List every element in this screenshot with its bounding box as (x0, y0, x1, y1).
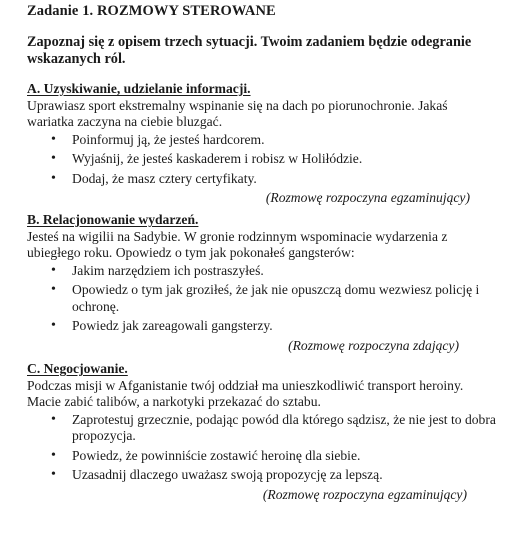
task-text: Zaprotestuj grzecznie, podając powód dla którego sądzisz, że nie jest to dobra propozycja. (72, 411, 496, 443)
section-heading: C. Negocjowanie. (27, 361, 128, 376)
section-c (27, 361, 497, 503)
list-item (27, 132, 497, 149)
task-text: Opowiedz o tym jak groziłeś, że jak nie opuszczą domu wezwiesz policję i ochronę. (72, 282, 480, 314)
section-heading: B. Relacjonowanie wydarzeń. (27, 212, 199, 227)
section-description: Uprawiasz sport ekstremalny wspinanie się na dach po piorunochronie. Jakaś wariatka zaczyna na ciebie bluzgać. (27, 97, 448, 129)
section-description: Podczas misji w Afganistanie twój oddział ma unieszkodliwić transport heroiny. Macie zabić talibów, a narkotyki przekazać do sztabu. (27, 377, 464, 409)
bullet-icon: • (51, 170, 56, 186)
task-text: Uzasadnij dlaczego uważasz swoją propozycję za lepszą. (72, 467, 383, 482)
list-item (27, 448, 497, 465)
instruction-text: Zapoznaj się z opisem trzech sytuacji. Twoim zadaniem będzie odegranie wskazanych ról. (27, 34, 472, 67)
bullet-icon: • (51, 262, 56, 278)
bullet-icon: • (51, 318, 56, 333)
task-text: Jakim narzędziem ich postraszyłeś. (72, 262, 264, 278)
section-heading: A. Uzyskiwanie, udzielanie informacji. (27, 81, 251, 96)
list-item (27, 263, 497, 280)
section-a (27, 81, 497, 207)
section-note: (Rozmowę rozpoczyna egzaminujący) (265, 190, 470, 205)
list-item (27, 318, 497, 335)
task-list (27, 263, 497, 335)
list-item (27, 171, 497, 188)
bullet-icon: • (51, 282, 56, 297)
bullet-icon: • (51, 447, 56, 463)
bullet-icon: • (51, 411, 56, 427)
section-b (27, 212, 497, 354)
list-item (27, 151, 497, 168)
task-list (27, 132, 497, 188)
list-item (27, 412, 497, 445)
task-text: Dodaj, że masz cztery certyfikaty. (72, 170, 257, 186)
section-note: (Rozmowę rozpoczyna egzaminujący) (262, 486, 467, 502)
task-text: Powiedz, że powinniście zostawić heroinę dla siebie. (72, 447, 361, 463)
task-text: Wyjaśnij, że jesteś kaskaderem i robisz w Holiłódzie. (72, 151, 363, 166)
bullet-icon: • (51, 131, 56, 147)
task-text: Poinformuj ją, że jesteś hardcorem. (72, 131, 265, 147)
list-item (27, 282, 497, 315)
bullet-icon: • (51, 151, 56, 166)
task-text: Powiedz jak zareagowali gangsterzy. (72, 318, 273, 333)
list-item (27, 467, 497, 484)
section-description: Jesteś na wigilii na Sadybie. W gronie rodzinnym wspominacie wydarzenia z ubiegłego roku. Opowiedz o tym jak pokonałeś gangsterów: (27, 228, 448, 260)
page-title: Zadanie 1. ROZMOWY STEROWANE (27, 3, 276, 19)
section-note: (Rozmowę rozpoczyna zdający) (288, 337, 459, 353)
task-list (27, 412, 497, 484)
bullet-icon: • (51, 467, 56, 482)
